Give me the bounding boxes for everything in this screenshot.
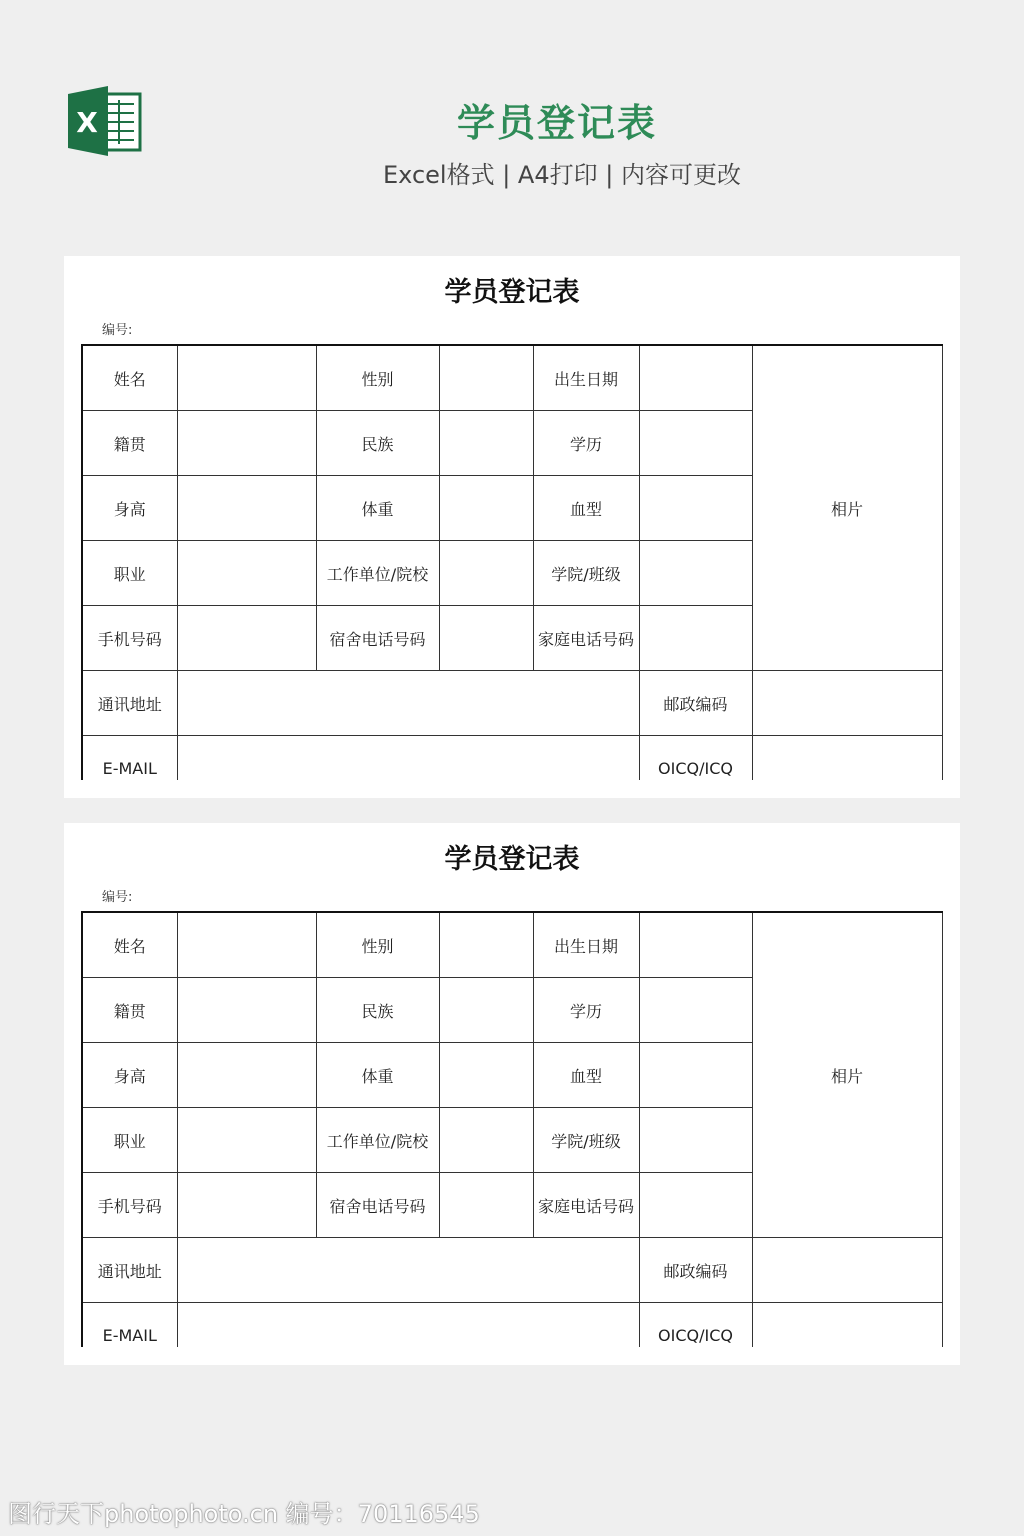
label-address: 通讯地址 (82, 1238, 177, 1303)
registration-form-table (81, 911, 943, 1347)
table-row (82, 671, 942, 736)
label-native: 籍贯 (82, 978, 177, 1043)
label-email: E-MAIL (82, 736, 177, 781)
table-row (82, 1238, 942, 1303)
input-mobile[interactable] (177, 606, 316, 671)
label-college-class: 学院/班级 (533, 1108, 639, 1173)
input-height[interactable] (177, 476, 316, 541)
label-home-phone: 家庭电话号码 (533, 606, 639, 671)
input-work-unit[interactable] (439, 1108, 533, 1173)
label-postcode: 邮政编码 (639, 1238, 752, 1303)
label-birth: 出生日期 (533, 345, 639, 411)
form-table-wrap (81, 911, 943, 1347)
input-height[interactable] (177, 1043, 316, 1108)
watermark: 图行天下photophoto.cn 编号：70116545 (8, 1500, 480, 1528)
input-education[interactable] (639, 978, 752, 1043)
label-ethnic: 民族 (316, 978, 439, 1043)
label-work-unit: 工作单位/院校 (316, 1108, 439, 1173)
svg-text:X: X (76, 106, 98, 139)
input-college-class[interactable] (639, 1108, 752, 1173)
label-college-class: 学院/班级 (533, 541, 639, 606)
input-work-unit[interactable] (439, 541, 533, 606)
input-birth[interactable] (639, 912, 752, 978)
table-row (82, 912, 942, 978)
input-address[interactable] (177, 671, 639, 736)
sheet-title: 学员登记表 (444, 844, 580, 875)
table-row (82, 736, 942, 781)
label-native: 籍贯 (82, 411, 177, 476)
label-ethnic: 民族 (316, 411, 439, 476)
label-oicq: OICQ/ICQ (639, 736, 752, 781)
input-address[interactable] (177, 1238, 639, 1303)
label-name: 姓名 (82, 345, 177, 411)
input-blood[interactable] (639, 476, 752, 541)
label-home-phone: 家庭电话号码 (533, 1173, 639, 1238)
input-email[interactable] (177, 736, 639, 781)
input-dorm-phone[interactable] (439, 1173, 533, 1238)
registration-sheet-2 (64, 823, 960, 1365)
label-education: 学历 (533, 978, 639, 1043)
label-email: E-MAIL (82, 1303, 177, 1348)
label-job: 职业 (82, 1108, 177, 1173)
label-dorm-phone: 宿舍电话号码 (316, 1173, 439, 1238)
input-blood[interactable] (639, 1043, 752, 1108)
input-home-phone[interactable] (639, 1173, 752, 1238)
label-name: 姓名 (82, 912, 177, 978)
label-postcode: 邮政编码 (639, 671, 752, 736)
input-home-phone[interactable] (639, 606, 752, 671)
serial-number-label: 编号: (102, 890, 133, 905)
input-mobile[interactable] (177, 1173, 316, 1238)
serial-number-label: 编号: (102, 323, 133, 338)
label-birth: 出生日期 (533, 912, 639, 978)
label-oicq: OICQ/ICQ (639, 1303, 752, 1348)
label-gender: 性别 (316, 345, 439, 411)
table-row (82, 1303, 942, 1348)
label-job: 职业 (82, 541, 177, 606)
label-education: 学历 (533, 411, 639, 476)
input-weight[interactable] (439, 1043, 533, 1108)
input-job[interactable] (177, 1108, 316, 1173)
label-address: 通讯地址 (82, 671, 177, 736)
photo-cell[interactable]: 相片 (752, 912, 942, 1238)
input-ethnic[interactable] (439, 978, 533, 1043)
input-gender[interactable] (439, 345, 533, 411)
input-name[interactable] (177, 912, 316, 978)
label-height: 身高 (82, 476, 177, 541)
registration-sheet-1 (64, 256, 960, 798)
label-weight: 体重 (316, 476, 439, 541)
registration-form-table (81, 344, 943, 780)
page-subtitle: Excel格式 | A4打印 | 内容可更改 (383, 161, 741, 189)
input-postcode[interactable] (752, 671, 942, 736)
form-table-wrap (81, 344, 943, 780)
label-work-unit: 工作单位/院校 (316, 541, 439, 606)
input-job[interactable] (177, 541, 316, 606)
input-native[interactable] (177, 411, 316, 476)
input-gender[interactable] (439, 912, 533, 978)
input-name[interactable] (177, 345, 316, 411)
table-row (82, 345, 942, 411)
label-mobile: 手机号码 (82, 1173, 177, 1238)
input-college-class[interactable] (639, 541, 752, 606)
page-title: 学员登记表 (456, 101, 657, 145)
input-email[interactable] (177, 1303, 639, 1348)
label-mobile: 手机号码 (82, 606, 177, 671)
label-weight: 体重 (316, 1043, 439, 1108)
photo-cell[interactable]: 相片 (752, 345, 942, 671)
label-blood: 血型 (533, 1043, 639, 1108)
label-dorm-phone: 宿舍电话号码 (316, 606, 439, 671)
input-postcode[interactable] (752, 1238, 942, 1303)
input-weight[interactable] (439, 476, 533, 541)
input-education[interactable] (639, 411, 752, 476)
label-gender: 性别 (316, 912, 439, 978)
input-oicq[interactable] (752, 736, 942, 781)
input-native[interactable] (177, 978, 316, 1043)
input-oicq[interactable] (752, 1303, 942, 1348)
input-dorm-phone[interactable] (439, 606, 533, 671)
sheet-title: 学员登记表 (444, 277, 580, 308)
input-ethnic[interactable] (439, 411, 533, 476)
input-birth[interactable] (639, 345, 752, 411)
label-height: 身高 (82, 1043, 177, 1108)
label-blood: 血型 (533, 476, 639, 541)
